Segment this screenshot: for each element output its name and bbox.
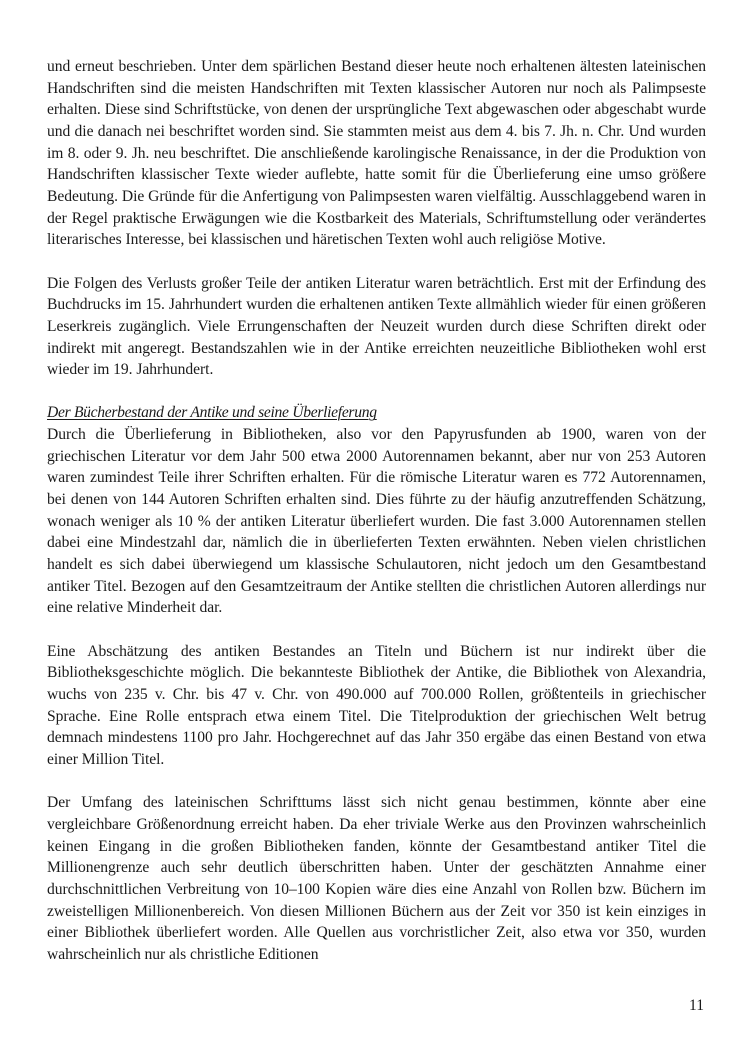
paragraph-consequences: Die Folgen des Verlusts großer Teile der antiken Literatur waren beträchtlich. Erst mit der Erfindung des Buchdrucks im 15. Jahrhundert wurden die erhaltenen antiken Texte allmählich wieder für einen größeren Leserkreis zugänglich. Viele Errungenschaften der Neuzeit wurden durch diese Schriften direkt oder indirekt mit angeregt. Bestandszahlen wie in der Antike erreichten neuzeitliche Bibliotheken wohl erst wieder im 19. Jahrhundert. — [47, 274, 706, 379]
paragraph-gap — [47, 381, 706, 403]
paragraph-library-estimate: Eine Abschätzung des antiken Bestandes an Titeln und Büchern ist nur indirekt über die Bibliotheksgeschichte möglich. Die bekannteste Bibliothek der Antike, die Bibliothek von Alexandria, wuchs von 235 v. Chr. bis 47 v. Chr. von 490.000 auf 700.000 Rollen, größtenteils in griechischer Sprache. Eine Rolle entsprach etwa einem Titel. Die Titelproduktion der griechischen Welt betrug demnach mindestens 1100 pro Jahr. Hochgerechnet auf das Jahr 350 ergäbe das einen Bestand von etwa einer Million Titel. — [47, 642, 706, 768]
paragraph-gap — [47, 771, 706, 793]
section-heading: Der Bücherbestand der Antike und seine Überlieferung — [47, 404, 377, 422]
paragraph-gap — [47, 251, 706, 273]
paragraph-latin-literature: Der Umfang des lateinischen Schrifttums lässt sich nicht genau bestimmen, könnte aber eine vergleichbare Größenordnung erreicht haben. Da eher triviale Werke aus den Provinzen wahrscheinlich keinen Eingang in die großen Bibliotheken fanden, könnte der Gesamtbestand antiker Titel die Millionengrenze auch sehr deutlich überschritten haben. Unter der geschätzten Annahme einer durchschnittlichen Verbreitung von 10–100 Kopien wäre dies eine Anzahl von Rollen bzw. Büchern im zweistelligen Millionenbereich. Von diesen Millionen Büchern aus der Zeit vor 350 ist kein einziges in einer Bibliothek überliefert worden. Alle Quellen aus vorchristlicher Zeit, also etwa vor 350, wurden wahrscheinlich nur als christliche Editionen — [47, 794, 706, 963]
paragraph-palimpsests: und erneut beschrieben. Unter dem spärlichen Bestand dieser heute noch erhaltenen ältesten lateinischen Handschriften sind die meisten Handschriften mit Texten klassischer Autoren nur noch als Palimpseste erhalten. Diese sind Schriftstücke, von denen der ursprüngliche Text abgewaschen oder abgeschabt wurde und die danach nei beschriftet worden sind. Sie stammten meist aus dem 4. bis 7. Jh. n. Chr. Und wurden im 8. oder 9. Jh. neu beschriftet. Die anschließende karolingische Renaissance, in der die Produktion von Handschriften klassischer Texte wieder auflebte, hatte somit für die Überlieferung eine umso größere Bedeutung. Die Gründe für die Anfertigung von Palimpsesten waren vielfältig. Ausschlaggebend waren in der Regel praktische Erwägungen wie die Kostbarkeit des Materials, Schriftumstellung oder verändertes literarisches Interesse, bei klassischen und häretischen Texten wohl auch religiöse Motive. — [47, 58, 706, 249]
paragraph-gap — [47, 619, 706, 641]
paragraph-author-counts: Durch die Überlieferung in Bibliotheken, also vor den Papyrusfunden ab 1900, waren von der griechischen Literatur vor dem Jahr 500 etwa 2000 Autorennamen bekannt, aber nur von 253 Autoren waren zumindest Teile ihrer Schriften erhalten. Für die römische Literatur waren es 772 Autorennamen, bei denen von 144 Autoren Schriften erhalten sind. Dies führte zu der häufig anzutreffenden Schätzung, wonach weniger als 10 % der antiken Literatur überliefert wurden. Die fast 3.000 Autorennamen stellen dabei eine Mindestzahl dar, nämlich die in überlieferten Texten erwähnten. Neben vielen christlichen handelt es sich dabei überwiegend um klassische Schulautoren, nicht jedoch um den Gesamtbestand antiker Titel. Bezogen auf den Gesamtzeitraum der Antike stellten die christlichen Autoren allerdings nur eine relative Minderheit dar. — [47, 426, 706, 617]
document-page — [47, 56, 706, 966]
page-number: 11 — [688, 997, 704, 1014]
